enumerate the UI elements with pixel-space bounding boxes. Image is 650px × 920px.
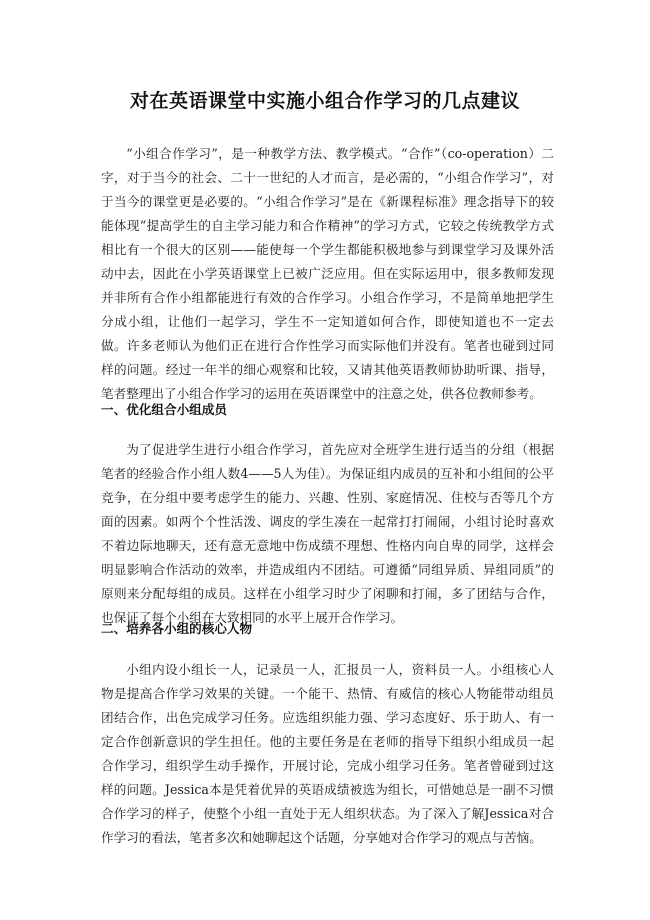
section1-paragraph: 为了促进学生进行小组合作学习，首先应对全班学生进行适当的分组（根据笔者的经验合作小组人数4——5人为佳）。为保证组内成员的互补和小组间的公平竞争，在分组中要考虑学生的能力、兴趣、性别、家庭情况、住校与否等几个方面的因素。如两个个性活泼、调皮的学生凑在一起常打打闹闹，小组讨论时喜欢不着边际地聊天，还有意无意地中伤成绩不理想、性格内向自卑的同学，这样会明显影响合作活动的效率，并造成组内不团结。可遵循“同组异质、异组同质”的原则来分配每组的成员。这样在小组学习时少了闲聊和打闹，多了团结与合作，也保证了每个小组在大致相同的水平上展开合作学习。 [101, 442, 554, 625]
section2-heading: 二、培养各小组的核心人物 [101, 621, 253, 636]
section1-heading: 一、优化组合小组成员 [101, 402, 227, 417]
document-title: 对在英语课堂中实施小组合作学习的几点建议 [129, 90, 520, 112]
intro-paragraph: “小组合作学习”，是一种教学方法、教学模式。“合作”（co-operation）二字，对于当今的社会、二十一世纪的人才而言，是必需的，“小组合作学习”，对于当今的课堂更是必要的。“小组合作学习”是在《新课程标准》理念指导下的较能体现“提高学生的自主学习能力和合作精神”的学习方式，它较之传统教学方式相比有一个很大的区别——能使每一个学生都能积极地参与到课堂学习及课外活动中去，因此在小学英语课堂上已被广泛应用。但在实际运用中，很多教师发现并非所有合作小组都能进行有效的合作学习。小组合作学习，不是简单地把学生分成小组，让他们一起学习，学生不一定知道如何合作，即使知道也不一定去做。许多老师认为他们正在进行合作性学习而实际他们并没有。笔者也碰到过同样的问题。经过一年半的细心观察和比较，又请其他英语教师协助听课、指导，笔者整理出了小组合作学习的运用在英语课堂中的注意之处，供各位教师参考。 [101, 146, 554, 401]
section2-paragraph: 小组内设小组长一人，记录员一人，汇报员一人，资料员一人。小组核心人物是提高合作学习效果的关键。一个能干、热情、有威信的核心人物能带动组员团结合作，出色完成学习任务。应选组织能力强、学习态度好、乐于助人、有一定合作创新意识的学生担任。他的主要任务是在老师的指导下组织小组成员一起合作学习，组织学生动手操作，开展讨论，完成小组学习任务。笔者曾碰到过这样的问题。Jessica本是凭着优异的英语成绩被选为组长，可惜她总是一副不习惯合作学习的样子，使整个小组一直处于无人组织状态。为了深入了解Jessica对合作学习的看法，笔者多次和她聊起这个话题，分享她对合作学习的观点与苦恼。 [101, 662, 554, 845]
